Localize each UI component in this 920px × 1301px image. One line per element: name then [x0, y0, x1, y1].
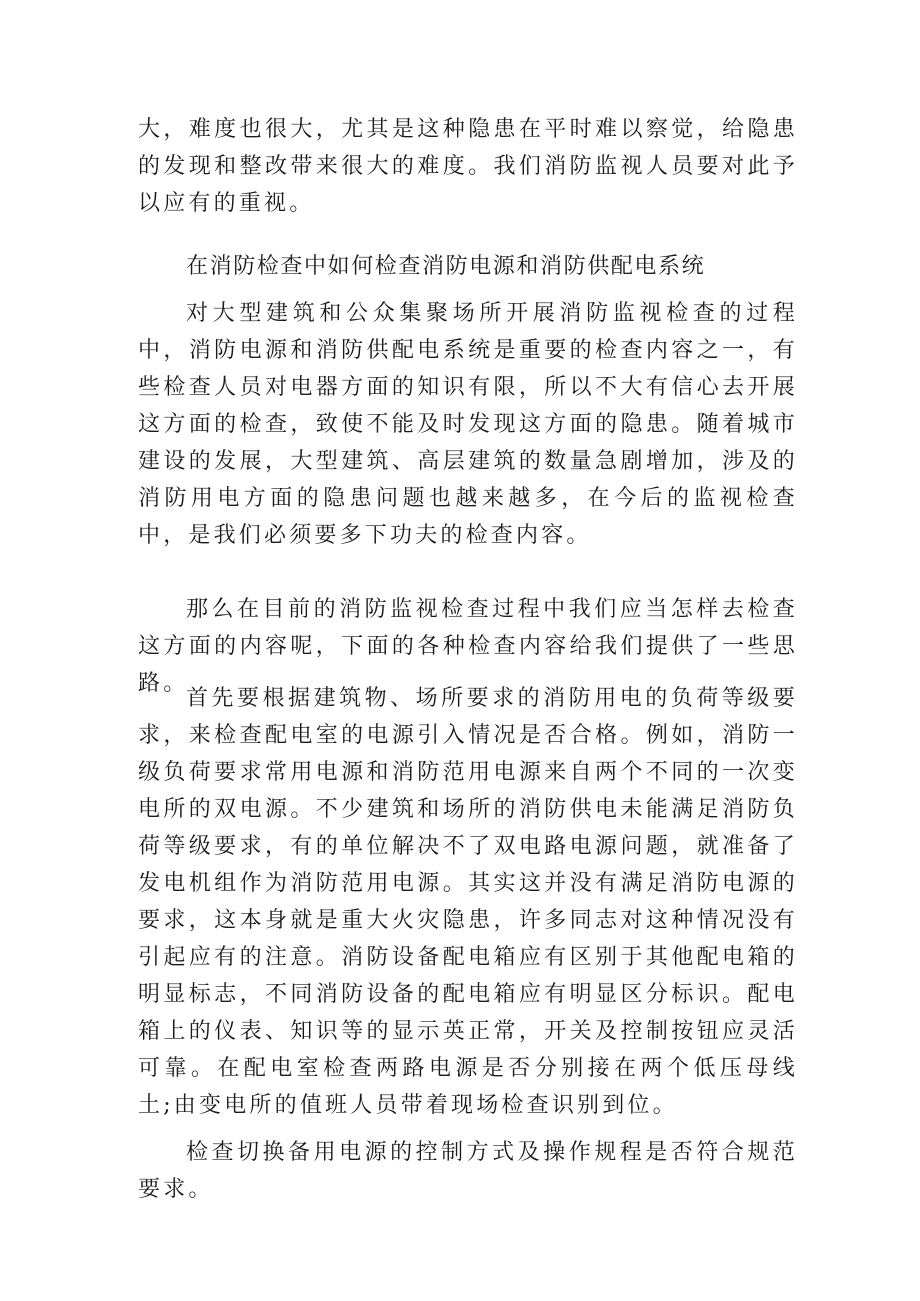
section-heading: 在消防检查中如何检查消防电源和消防供配电系统	[186, 254, 706, 279]
paragraph-power-source-check: 首先要根据建筑物、场所要求的消防用电的负荷等级要求，来检查配电室的电源引入情况是否合格。例如，消防一级负荷要求常用电源和消防范用电源来自两个不同的一次变电所的双电源。不少建筑和场所的消防供电未能满足消防负荷等级要求，有的单位解决不了双电路电源问题，就准备了发电机组作为消防范用电源。其实这并没有满足消防电源的要求，这本身就是重大火灾隐患，许多同志对这种情况没有引起应有的注意。消防设备配电箱应有区别于其他配电箱的明显标志，不同消防设备的配电箱应有明显区分标识。配电箱上的仪表、知识等的显示英正常，开关及控制按钮应灵活可靠。在配电室检查两路电源是否分别接在两个低压母线土;由变电所的值班人员带着现场检查识别到位。	[138, 686, 798, 1118]
paragraph-intro: 对大型建筑和公众集聚场所开展消防监视检查的过程中，消防电源和消防供配电系统是重要的检查内容之一，有些检查人员对电器方面的知识有限，所以不大有信心去开展这方面的检查，致使不能及时发现这方面的隐患。随着城市建设的发展，大型建筑、高层建筑的数量急剧增加，涉及的消防用电方面的隐患问题也越来越多，在今后的监视检查中，是我们必须要多下功夫的检查内容。	[138, 301, 798, 548]
paragraph-question: 那么在目前的消防监视检查过程中我们应当怎样去检查这方面的内容呢，下面的各种检查内容给我们提供了一些思路。	[138, 597, 798, 696]
paragraph-continuation: 大，难度也很大，尤其是这种隐患在平时难以察觉，给隐患的发现和整改带来很大的难度。我们消防监视人员要对此予以应有的重视。	[138, 117, 798, 216]
paragraph-backup-switch: 检查切换备用电源的控制方式及操作规程是否符合规范要求。	[138, 1140, 798, 1202]
